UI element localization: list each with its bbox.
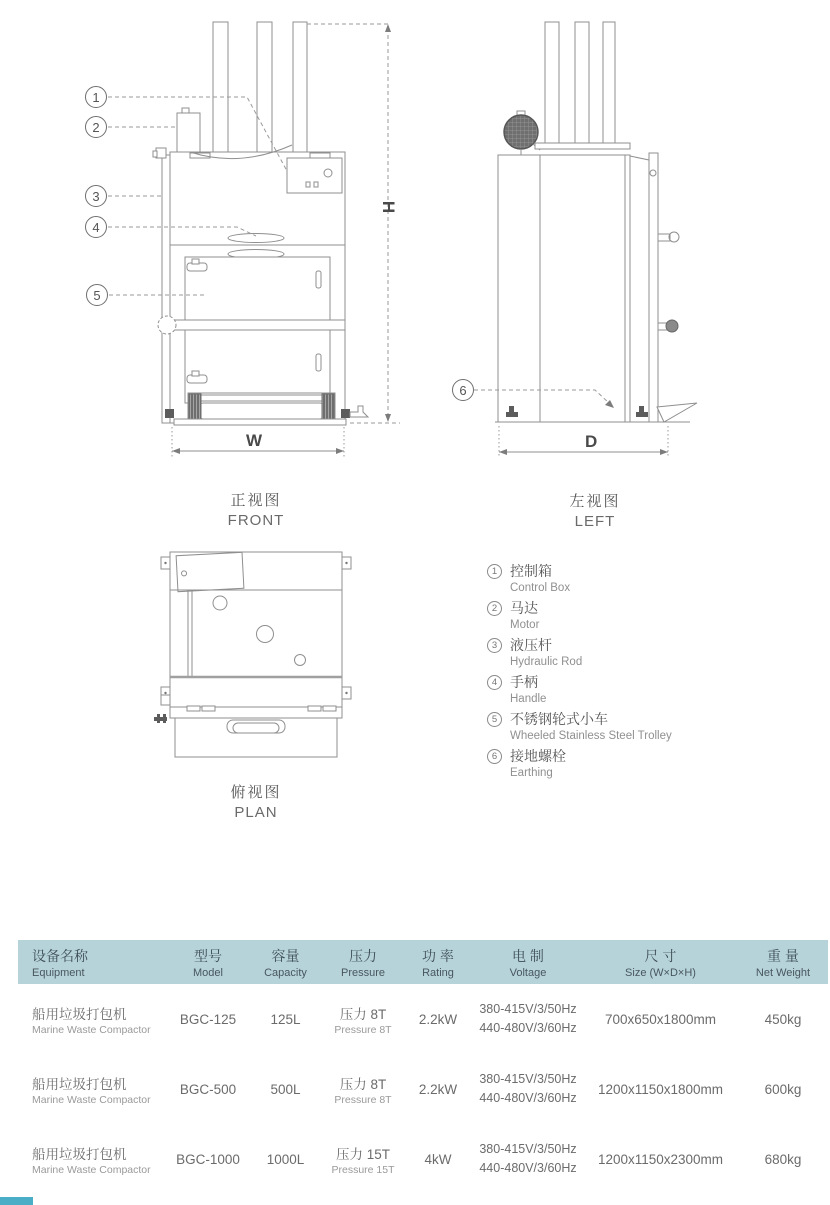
dim-d-label: D — [585, 432, 598, 451]
dim-w-label: W — [246, 431, 263, 450]
legend-num-6: 6 — [487, 749, 502, 764]
col-size: 尺 寸 Size (W×D×H) — [625, 947, 696, 979]
control-box-plan — [176, 552, 244, 591]
hydraulic-rod — [257, 22, 272, 152]
legend-item-handle: 4 手柄 Handle — [487, 672, 672, 709]
left-view-label: 左视图 LEFT — [569, 493, 621, 530]
legend-item-trolley: 5 不锈钢轮式小车 Wheeled Stainless Steel Trolley — [487, 709, 672, 746]
col-net-weight: 重 量 Net Weight — [755, 947, 811, 979]
legend-num-5: 5 — [487, 712, 502, 727]
col-equipment: 设备名称 Equipment — [32, 947, 88, 979]
machine-body — [498, 155, 630, 422]
foot — [165, 409, 174, 418]
legend-item-earthing: 6 接地螺栓 Earthing — [487, 746, 672, 783]
legend-item-hydraulic-rod: 3 液压杆 Hydraulic Rod — [487, 635, 672, 672]
foot — [341, 409, 350, 418]
parts-legend — [487, 561, 672, 783]
hydraulic-rod — [293, 22, 307, 152]
side-rail — [630, 153, 679, 422]
trolley — [188, 393, 335, 421]
spec-table-header — [18, 940, 828, 984]
col-model: 型号 Model — [193, 947, 223, 979]
front-view-label: 正视图 FRONT — [227, 492, 285, 529]
spec-table — [18, 940, 828, 1194]
callout-5-badge: 5 — [86, 284, 108, 306]
legend-num-3: 3 — [487, 638, 502, 653]
legend-item-control-box: 1 控制箱 Control Box — [487, 561, 672, 598]
col-rating: 功 率 Rating — [422, 947, 454, 979]
earthing-bolt — [154, 714, 167, 723]
table-row-bgc-1000: 船用垃圾打包机 Marine Waste Compactor BGC-1000 1000L 压力 15T Pressure 15T 4kW 380-415V/3/50Hz 440-480V/3/60Hz 1200x1150x2300mm 680kg — [32, 1142, 802, 1176]
legend-num-1: 1 — [487, 564, 502, 579]
left-view-drawing — [440, 10, 830, 470]
col-pressure: 压力 Pressure — [340, 947, 386, 979]
legend-num-4: 4 — [487, 675, 502, 690]
col-voltage: 电 制 Voltage — [509, 947, 547, 979]
control-box — [287, 158, 342, 193]
dim-h-label: H — [379, 200, 399, 214]
col-capacity: 容量 Capacity — [264, 947, 307, 979]
hydraulic-rod — [575, 22, 589, 143]
handle-knob — [158, 316, 176, 334]
motor-box — [177, 113, 200, 152]
bracket — [657, 403, 697, 422]
hydraulic-rod — [213, 22, 228, 152]
legend-num-2: 2 — [487, 601, 502, 616]
callout-3-badge: 3 — [85, 185, 107, 207]
handle-bar — [170, 320, 345, 330]
page-corner-decoration — [0, 1197, 33, 1205]
plan-view-label: 俯视图 PLAN — [230, 784, 282, 821]
hydraulic-rod — [603, 22, 615, 143]
legend-item-motor: 2 马达 Motor — [487, 598, 672, 635]
callout-2-badge: 2 — [85, 116, 107, 138]
callout-6-badge: 6 — [452, 379, 474, 401]
callout-4-badge: 4 — [85, 216, 107, 238]
table-row-bgc-125: 船用垃圾打包机 Marine Waste Compactor BGC-125 125L 压力 8T Pressure 8T 2.2kW 380-415V/3/50Hz 440-480V/3/60Hz 700x650x1800mm 450kg — [32, 1002, 802, 1036]
hydraulic-rod — [545, 22, 559, 143]
callout-1-badge: 1 — [85, 86, 107, 108]
front-view-drawing — [60, 10, 400, 470]
drain — [350, 406, 368, 417]
table-row-bgc-500: 船用垃圾打包机 Marine Waste Compactor BGC-500 500L 压力 8T Pressure 8T 2.2kW 380-415V/3/50Hz 440-480V/3/60Hz 1200x1150x1800mm 600kg — [32, 1072, 802, 1106]
